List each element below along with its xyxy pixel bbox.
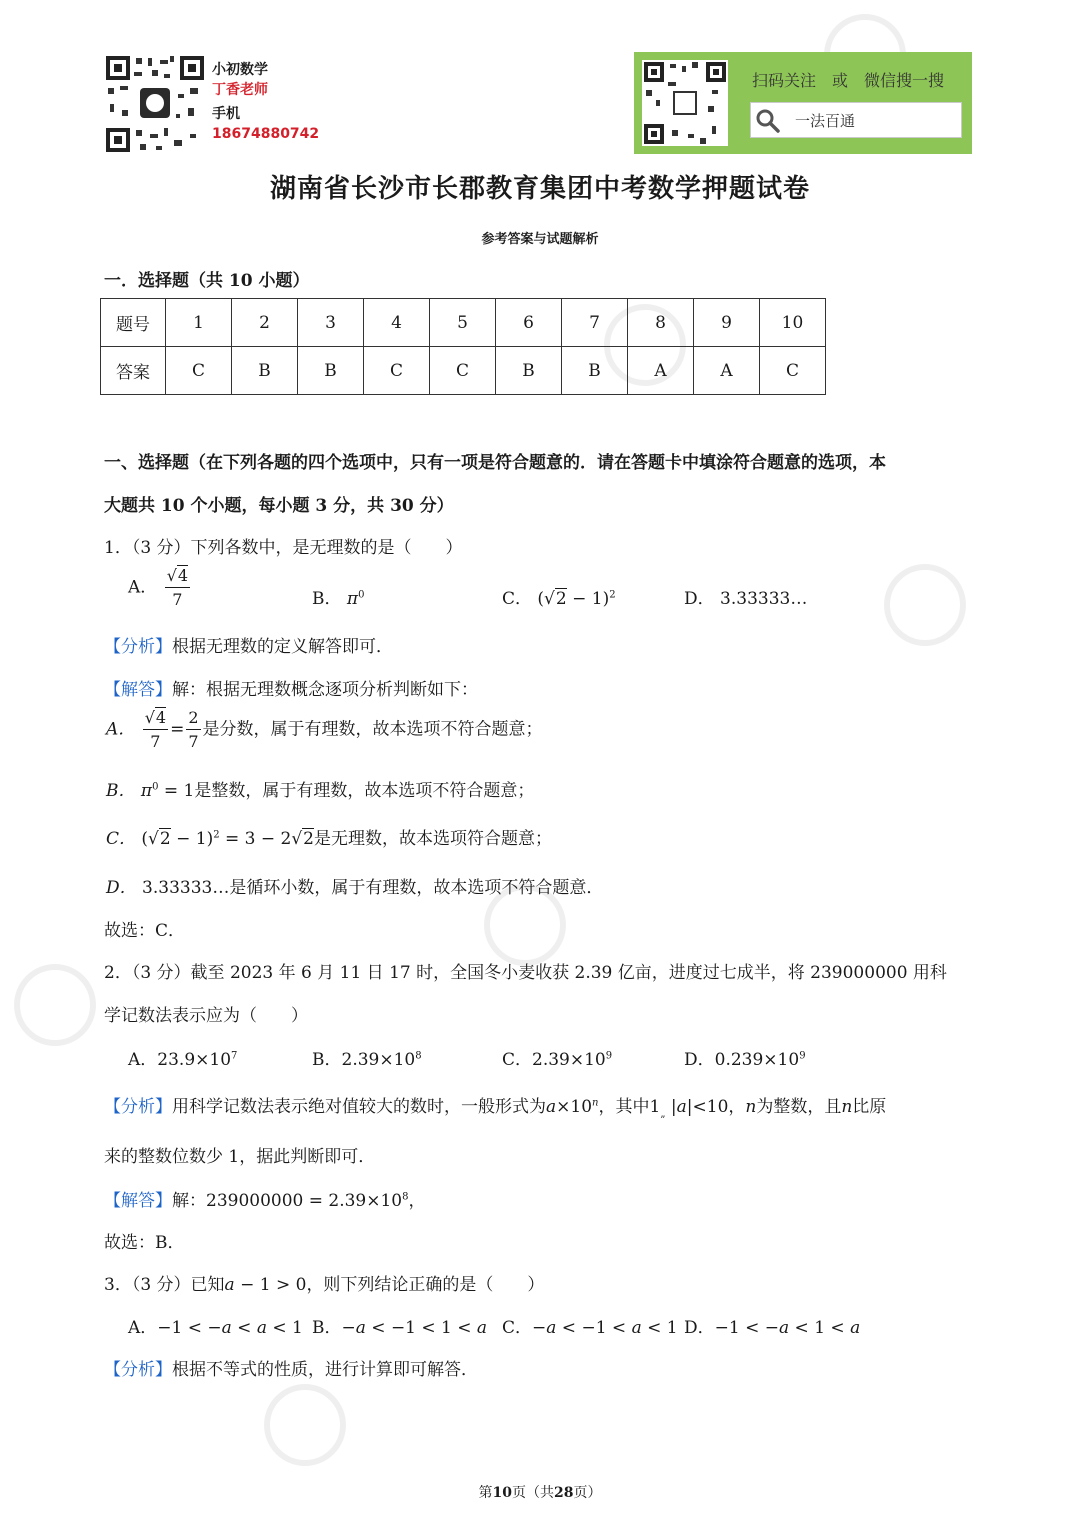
search-icon <box>755 108 781 138</box>
solution-text: 解：根据无理数概念逐项分析判断如下： <box>172 680 478 700</box>
item-label: D． <box>106 878 137 898</box>
q2-answer: 故选：B． <box>104 1233 185 1253</box>
section2-heading-line1: 一、选择题（在下列各题的四个选项中，只有一项是符合题意的．请在答题卡中填涂符合题意的选项，本 <box>104 453 886 473</box>
promo-scan-text: 扫码关注 或 微信搜一搜 <box>752 71 945 90</box>
table-cell: A <box>628 347 694 395</box>
page-footer <box>0 1482 1080 1502</box>
item-text: 是整数，属于有理数，故本选项不符合题意； <box>194 781 535 801</box>
contact-block <box>212 60 319 144</box>
promo-qr-code <box>642 60 728 146</box>
item-label: B． <box>106 781 136 801</box>
analysis-text: 用科学记数法表示绝对值较大的数时，一般形式为 <box>172 1097 546 1117</box>
item-label: C． <box>106 829 137 849</box>
table-cell: 题号 <box>101 299 166 347</box>
option-label: C． <box>502 589 533 609</box>
analysis-tag: 【分析】 <box>104 637 172 657</box>
table-cell: C <box>364 347 430 395</box>
q1-solution-c: C． $(√2 - 1)^2 = 3 - 2√2$是无理数，故本选项符合题意； <box>106 829 552 849</box>
contact-line3: 手机 <box>212 106 240 122</box>
table-row <box>101 347 826 395</box>
table-cell: 7 <box>562 299 628 347</box>
table-cell: 8 <box>628 299 694 347</box>
solution-tag: 【解答】 <box>104 680 172 700</box>
footer-text: 第 <box>478 1485 493 1501</box>
q2-solution: 【解答】解：$239000000 = 2.39\times 10^8$， <box>104 1191 426 1211</box>
option-label: B． <box>312 589 342 609</box>
q1-analysis <box>104 632 393 657</box>
option-text: 3.33333… <box>720 589 808 609</box>
page-subtitle: 参考答案与试题解析 <box>481 232 599 247</box>
table-cell: C <box>430 347 496 395</box>
table-cell: 6 <box>496 299 562 347</box>
table-cell: 5 <box>430 299 496 347</box>
table-cell: 2 <box>232 299 298 347</box>
page-number: 10 <box>492 1485 512 1501</box>
item-text: 3.33333…是循环小数，属于有理数，故本选项不符合题意． <box>142 878 604 898</box>
option-label: A． <box>128 577 158 598</box>
option-label: A． <box>128 1318 158 1338</box>
option-label: C． <box>502 1050 533 1070</box>
footer-text: 页） <box>573 1485 602 1501</box>
option-label: B． <box>312 1318 342 1338</box>
q1-option-d <box>684 584 807 609</box>
table-cell: B <box>496 347 562 395</box>
solution-text: 解： <box>172 1191 206 1211</box>
table-cell: 答案 <box>101 347 166 395</box>
q1-stem: 1．（3 分）下列各数中，是无理数的是（ ） <box>104 538 463 558</box>
analysis-tag: 【分析】 <box>104 1097 172 1117</box>
item-text: 是无理数，故本选项符合题意； <box>314 829 552 849</box>
table-cell: B <box>562 347 628 395</box>
q1-answer: 故选：C． <box>104 921 186 941</box>
q3-stem: 3．（3 分）已知a − 1 > 0，则下列结论正确的是（ ） <box>104 1275 545 1295</box>
q1-option-a: A． $\frac{√4}{7}$ <box>128 566 189 609</box>
analysis-text: 为整数，且 <box>756 1097 842 1117</box>
q2-option-b: B．$2.39\times 10^8$ <box>312 1050 422 1070</box>
answer-table <box>100 298 826 395</box>
q1-option-c: C． $(√2 - 1)^2$ <box>502 589 616 609</box>
solution-tag: 【解答】 <box>104 1191 172 1211</box>
q1-solution <box>104 675 478 700</box>
q2-stem-line1: 2．（3 分）截至 2023 年 6 月 11 日 17 时，全国冬小麦收获 2.39 亿亩，进度过七成半，将 239000000 用科 <box>104 963 947 983</box>
item-label: A． <box>106 719 136 740</box>
q2-option-d: D．$0.239\times 10^9$ <box>684 1050 806 1070</box>
q1-solution-b: B． $\pi^0 = 1$是整数，属于有理数，故本选项不符合题意； <box>106 781 535 801</box>
section1-heading: 一．选择题（共 10 小题） <box>104 271 310 291</box>
table-cell: A <box>694 347 760 395</box>
page-title: 湖南省长沙市长郡教育集团中考数学押题试卷 <box>269 174 810 204</box>
q3-analysis <box>104 1355 478 1380</box>
table-row <box>101 299 826 347</box>
option-label: D． <box>684 1318 715 1338</box>
q2-stem-line2: 学记数法表示应为（ ） <box>104 1006 308 1026</box>
q2-analysis: 【分析】用科学记数法表示绝对值较大的数时，一般形式为$a\times 10^n$，其中$1_„$ |a|<10，n为整数，且n比原 <box>104 1097 887 1120</box>
contact-phone: 18674880742 <box>212 126 320 142</box>
option-label: C． <box>502 1318 533 1338</box>
table-cell: 4 <box>364 299 430 347</box>
table-cell: 3 <box>298 299 364 347</box>
q2-analysis-line2: 来的整数位数少 1，据此判断即可． <box>104 1147 376 1167</box>
q3-option-a: A．−1 < −a < a < 1 <box>128 1318 303 1338</box>
contact-line1: 小初数学 <box>212 62 268 78</box>
footer-text: 页（共 <box>512 1485 554 1501</box>
analysis-tag: 【分析】 <box>104 1360 172 1380</box>
option-label: D． <box>684 589 715 609</box>
analysis-text: 比原 <box>852 1097 887 1117</box>
q3-option-d: D．−1 < −a < 1 < a <box>684 1318 861 1338</box>
table-cell: B <box>232 347 298 395</box>
q1-solution-a: A． $\frac{√4}{7}$ = $\frac{2}{7}$ 是分数，属于有理数，故本选项不符合题意； <box>106 708 543 751</box>
table-cell: C <box>760 347 826 395</box>
q1-option-b: B． $\pi^0$ <box>312 589 365 609</box>
analysis-text: 根据不等式的性质，进行计算即可解答． <box>172 1360 478 1380</box>
watermark-logo <box>260 1380 350 1474</box>
page-total: 28 <box>554 1485 574 1501</box>
section2-heading-line2: 大题共 10 个小题，每小题 3 分，共 30 分） <box>104 496 454 516</box>
table-cell: B <box>298 347 364 395</box>
q3-option-b: B．−a < −1 < 1 < a <box>312 1318 488 1338</box>
q2-option-a: A．$23.9\times 10^7$ <box>128 1050 238 1070</box>
option-label: B． <box>312 1050 342 1070</box>
q1-solution-d <box>106 873 603 898</box>
contact-line2: 丁香老师 <box>212 82 268 98</box>
table-cell: 1 <box>166 299 232 347</box>
promo-search-box <box>750 102 962 138</box>
table-cell: 9 <box>694 299 760 347</box>
promo-banner <box>634 52 972 154</box>
table-cell: C <box>166 347 232 395</box>
wechat-qr-code <box>104 54 206 154</box>
item-text: 是分数，属于有理数，故本选项不符合题意； <box>202 719 543 740</box>
watermark-logo <box>10 960 100 1054</box>
promo-search-text: 一法百通 <box>795 112 856 130</box>
option-label: A． <box>128 1050 158 1070</box>
option-label: D． <box>684 1050 715 1070</box>
watermark-logo <box>880 560 970 654</box>
q2-option-c: C．$2.39\times 10^9$ <box>502 1050 613 1070</box>
q3-option-c: C．−a < −1 < a < 1 <box>502 1318 678 1338</box>
analysis-text: 根据无理数的定义解答即可． <box>172 637 393 657</box>
stem-text: 3．（3 分）已知 <box>104 1275 225 1295</box>
table-cell: 10 <box>760 299 826 347</box>
analysis-text: ，其中 <box>598 1097 650 1117</box>
stem-text: ，则下列结论正确的是（ ） <box>306 1275 545 1295</box>
